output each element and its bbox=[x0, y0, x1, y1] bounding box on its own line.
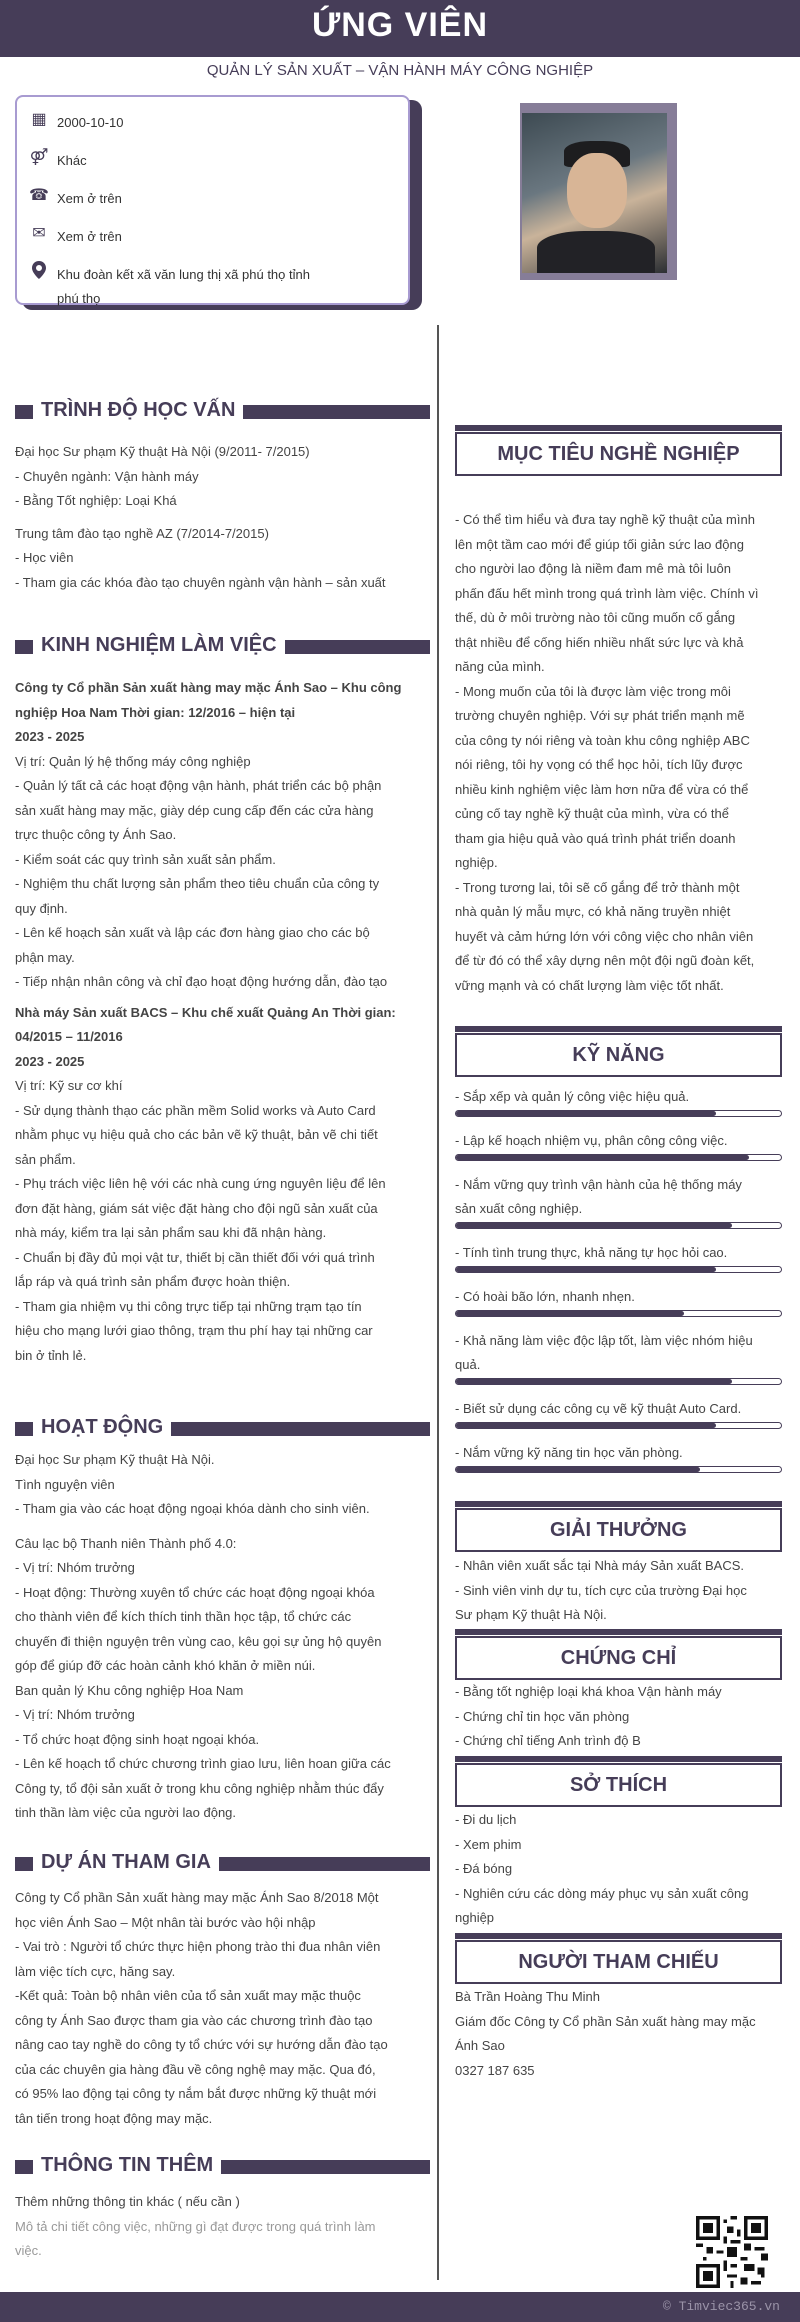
project-line: nâng cao tay nghề do công ty tổ chức với sự hướng dẫn đào tạo bbox=[15, 2037, 388, 2052]
job-title: QUẢN LÝ SẢN XUẤT – VẬN HÀNH MÁY CÔNG NGHIỆP bbox=[206, 62, 594, 79]
objective-line: vững mạnh và có chất lượng làm việc tốt nhất. bbox=[455, 977, 724, 993]
activity-line: - Vị trí: Nhóm trưởng bbox=[15, 1560, 135, 1575]
objective-line: tham gia hiệu quả vào quá trình phát triển doanh bbox=[455, 830, 736, 846]
objective-line: nhà quản lý mẫu mực, có khả năng truyền nhiệt bbox=[455, 904, 731, 919]
experience-line: đơn đặt hàng, giám sát việc đặt hàng cho đội ngũ sản xuất của bbox=[15, 1200, 378, 1216]
location-pin-icon bbox=[29, 261, 49, 284]
experience-line: phận may. bbox=[15, 949, 75, 965]
project-line: - Vai trò : Người tổ chức thực hiện phong trào thi đua nhân viên bbox=[15, 1939, 381, 1954]
activity-line: Tình nguyện viên bbox=[15, 1476, 115, 1492]
experience-line: - Sử dụng thành thạo các phần mềm Solid works và Auto Card bbox=[15, 1102, 376, 1118]
gender-icon: ⚤ bbox=[29, 149, 49, 166]
objective-line: - Có thể tìm hiểu và đưa tay nghề kỹ thuật của mình bbox=[455, 512, 755, 527]
skill-item bbox=[455, 1397, 782, 1421]
qr-code bbox=[696, 2216, 768, 2288]
hobby-line: - Nghiên cứu các dòng máy phục vụ sản xuất công bbox=[455, 1885, 749, 1901]
column-divider bbox=[437, 325, 439, 2280]
section-reference-heading: NGƯỜI THAM CHIẾU bbox=[455, 1940, 782, 1984]
certificate-line: - Bằng tốt nghiệp loại khá khoa Vận hành máy bbox=[455, 1684, 722, 1699]
project-line: công ty Ánh Sao được tham gia vào các chương trình đào tạo bbox=[15, 2012, 373, 2028]
calendar-icon: ▦ bbox=[31, 111, 47, 128]
experience-line: hiệu cho mạng lưới giao thông, trạm thu phí hay tại những car bbox=[15, 1323, 373, 1338]
activities-content bbox=[15, 1448, 430, 1826]
activity-line: Ban quản lý Khu công nghiệp Hoa Nam bbox=[15, 1682, 244, 1698]
objective-line: - Trong tương lai, tôi sẽ cố gắng để trở thành một bbox=[455, 879, 740, 895]
objective-line: thế, dù ở môi trường nào tôi cũng muốn cố gắng bbox=[455, 610, 736, 625]
skill-label: sản xuất công nghiệp. bbox=[455, 1201, 583, 1216]
experience-line: - Tiếp nhận nhân công và chỉ đạo hoạt động hướng dẫn, đào tạo bbox=[15, 974, 388, 989]
objective-line: thật nhiều để cống hiến nhiều nhất sức lực và khả bbox=[455, 634, 744, 650]
skill-item bbox=[455, 1129, 782, 1153]
award-line: Sư phạm Kỹ thuật Hà Nội. bbox=[455, 1607, 607, 1622]
footer-brand: © Timviec365.vn bbox=[662, 2299, 780, 2314]
phone-icon: ☎ bbox=[29, 187, 49, 204]
skill-label: - Có hoài bão lớn, nhanh nhẹn. bbox=[455, 1289, 635, 1304]
skill-progress-bar bbox=[455, 1310, 782, 1317]
section-certificates-heading: CHỨNG CHỈ bbox=[455, 1636, 782, 1680]
skill-item bbox=[455, 1441, 782, 1465]
activity-line: góp để giúp đỡ các hoàn cảnh khó khăn ở miền núi. bbox=[15, 1658, 316, 1673]
skill-progress-fill bbox=[456, 1423, 716, 1428]
skill-progress-fill bbox=[456, 1267, 716, 1272]
activity-line: Đại học Sư phạm Kỹ thuật Hà Nội. bbox=[15, 1452, 215, 1467]
hobby-line: - Đá bóng bbox=[455, 1861, 513, 1876]
section-extra-heading: THÔNG TIN THÊM bbox=[15, 2140, 430, 2188]
objective-line: nhiều kinh nghiệm việc làm hơn nữa để vừa có thể bbox=[455, 781, 749, 797]
experience-line: sản phẩm. bbox=[15, 1151, 76, 1167]
objective-line: của công ty nói riêng và toàn khu công nghiệp ABC bbox=[455, 732, 750, 748]
project-line: Công ty Cổ phần Sản xuất hàng may mặc Ánh Sao 8/2018 Một bbox=[15, 1890, 379, 1905]
objective-line: nghiệp. bbox=[455, 855, 498, 870]
project-line: làm việc tích cực, hăng say. bbox=[15, 1963, 176, 1979]
objective-line: phấn đấu hết mình trong quá trình làm việc. Chính vì bbox=[455, 585, 759, 601]
experience-line: Vị trí: Kỹ sư cơ khí bbox=[15, 1078, 123, 1093]
section-objective-heading: MỤC TIÊU NGHỀ NGHIỆP bbox=[455, 432, 782, 476]
reference-line: Ánh Sao bbox=[455, 2038, 505, 2053]
section-projects-heading: DỰ ÁN THAM GIA bbox=[15, 1837, 430, 1885]
objective-line: để từ đó có thể xây dựng nên một đội ngũ đoàn kết, bbox=[455, 953, 755, 968]
education-content: Đại học Sư phạm Kỹ thuật Hà Nội (9/2011- 7/2015) - Chuyên ngành: Vận hành máy - Bằng Tốt nghiệp: Loại Khá Trung tâm đào tạo nghề AZ (7/2014-7/2015) - Học viên - Tham gia các khóa đào tạo chuyên ngành vận hành – sản xuất bbox=[15, 444, 386, 590]
skill-progress-fill bbox=[456, 1379, 732, 1384]
awards-content bbox=[455, 1554, 782, 1628]
skill-progress-bar bbox=[455, 1222, 782, 1229]
skill-progress-fill bbox=[456, 1467, 700, 1472]
skill-item bbox=[455, 1085, 782, 1109]
skill-progress-fill bbox=[456, 1111, 716, 1116]
certificate-line: - Chứng chỉ tin học văn phòng bbox=[455, 1708, 630, 1724]
objective-line: lên một tầm cao mới để giúp tối giản sức lao động bbox=[455, 536, 744, 552]
section-experience-heading: KINH NGHIỆM LÀM VIỆC bbox=[15, 620, 430, 668]
activity-line: - Tham gia vào các hoạt động ngoại khóa dành cho sinh viên. bbox=[15, 1501, 370, 1516]
activity-line: Công ty, tổ đội sản xuất ở trong khu công nghiệp nhằm thúc đẩy bbox=[15, 1780, 384, 1796]
section-education-heading: TRÌNH ĐỘ HỌC VẤN bbox=[15, 385, 430, 433]
skill-label: - Tính tình trung thực, khả năng tự học hỏi cao. bbox=[455, 1245, 728, 1260]
experience-line: - Tham gia nhiệm vụ thi công trực tiếp tại những trạm tạo tín bbox=[15, 1298, 362, 1314]
objective-line: - Mong muốn của tôi là được làm việc trong môi bbox=[455, 683, 731, 699]
footer-bar bbox=[0, 2292, 800, 2322]
contact-card: ▦ 2000-10-10 ⚤ Khác ☎ Xem ở trên ✉ Xem ở trên Khu đoàn kết xã văn lung thị xã phú thọ tỉnh phú thọ bbox=[15, 95, 410, 305]
skill-progress-bar bbox=[455, 1110, 782, 1117]
experience-line: nhà máy, kiểm tra lại sản phẩm sau khi đã nhận hàng. bbox=[15, 1225, 327, 1240]
experience-line: trực thuộc công ty Ánh Sao. bbox=[15, 827, 177, 842]
objective-line: nói riêng, tôi hy vọng có thể học hỏi, tích lũy được bbox=[455, 757, 743, 772]
project-line: tân tiến trong hoạt động may mặc. bbox=[15, 2110, 213, 2126]
project-line: có 95% lao động tại công ty nắm bắt được những kỹ thuật mới bbox=[15, 2086, 377, 2101]
skill-progress-fill bbox=[456, 1223, 732, 1228]
skill-progress-bar bbox=[455, 1266, 782, 1273]
award-line: - Sinh viên vinh dự tu, tích cực của trường Đại học bbox=[455, 1582, 747, 1598]
page-title: ỨNG VIÊN bbox=[311, 6, 488, 44]
activity-line: - Vị trí: Nhóm trưởng bbox=[15, 1707, 135, 1722]
skill-item bbox=[455, 1241, 782, 1265]
experience-line: Vị trí: Quản lý hệ thống máy công nghiệp bbox=[15, 753, 251, 769]
hobbies-content bbox=[455, 1808, 782, 1931]
activity-line: - Lên kế hoạch tổ chức chương trình giao lưu, liên hoan giữa các bbox=[15, 1756, 391, 1771]
section-activities-heading: HOẠT ĐỘNG bbox=[15, 1402, 430, 1450]
experience-line: - Phụ trách việc liên hệ với các nhà cung ứng nguyên liệu để lên bbox=[15, 1176, 386, 1191]
experience-line: - Chuẩn bị đầy đủ mọi vật tư, thiết bị cần thiết đối với quá trình bbox=[15, 1249, 375, 1265]
skill-label: - Sắp xếp và quản lý công việc hiệu quả. bbox=[455, 1089, 690, 1104]
objective-line: cho người lao động là niềm đam mê mà tôi luôn bbox=[455, 561, 731, 576]
skill-item bbox=[455, 1329, 782, 1377]
objective-content bbox=[455, 508, 782, 998]
activity-line: - Hoạt động: Thường xuyên tổ chức các hoạt động ngoại khóa bbox=[15, 1584, 375, 1600]
skill-label: - Khả năng làm việc độc lập tốt, làm việc nhóm hiệu bbox=[455, 1333, 753, 1348]
extra-content: Thêm những thông tin khác ( nếu cần ) Mô tả chi tiết công việc, những gì đạt được trong quá trình làm việc. bbox=[15, 2194, 376, 2258]
skill-progress-bar bbox=[455, 1154, 782, 1161]
certificates-content bbox=[455, 1680, 782, 1754]
reference-content bbox=[455, 1985, 782, 2083]
projects-content bbox=[15, 1886, 430, 2131]
skill-progress-bar bbox=[455, 1466, 782, 1473]
activity-line: tinh thần làm việc của người lao động. bbox=[15, 1805, 237, 1820]
objective-line: năng của mình. bbox=[455, 659, 545, 674]
skill-item bbox=[455, 1173, 782, 1221]
skill-progress-bar bbox=[455, 1422, 782, 1429]
objective-line: củng cố tay nghề kỹ thuật của mình, vừa có thể bbox=[455, 806, 729, 821]
skill-progress-fill bbox=[456, 1311, 684, 1316]
experience-line: - Kiểm soát các quy trình sản xuất sản phẩm. bbox=[15, 851, 276, 867]
skill-label: quả. bbox=[455, 1357, 481, 1372]
skill-item bbox=[455, 1285, 782, 1309]
experience-line: quy định. bbox=[15, 900, 68, 916]
email-icon: ✉ bbox=[32, 225, 46, 242]
skill-label: - Lập kế hoạch nhiệm vụ, phân công công việc. bbox=[455, 1133, 728, 1148]
activity-line: chuyến đi thiện nguyện trên vùng cao, kêu gọi sự ủng hộ quyên bbox=[15, 1633, 382, 1649]
experience-line: lắp ráp và quá trình sản phẩm được hoàn thiện. bbox=[15, 1274, 291, 1289]
objective-line: huyết và cảm hứng lớn với công việc cho nhân viên bbox=[455, 928, 754, 944]
hobby-line: - Xem phim bbox=[455, 1836, 522, 1852]
certificate-line: - Chứng chỉ tiếng Anh trình độ B bbox=[455, 1733, 641, 1748]
reference-line: Giám đốc Công ty Cổ phần Sản xuất hàng may mặc bbox=[455, 2013, 756, 2029]
project-line: -Kết quả: Toàn bộ nhân viên của tổ sản xuất may mặc thuộc bbox=[15, 1988, 361, 2003]
skill-progress-fill bbox=[456, 1155, 749, 1160]
skill-label: - Biết sử dụng các công cụ vẽ kỹ thuật Auto Card. bbox=[455, 1401, 742, 1416]
award-line: - Nhân viên xuất sắc tại Nhà máy Sản xuất BACS. bbox=[455, 1558, 745, 1573]
experience-content: Công ty Cổ phần Sản xuất hàng may mặc Ánh Sao – Khu công nghiệp Hoa Nam Thời gian: 12/2016 – hiện tại 2023 - 2025 Vị trí: Quản lý hệ thống máy công nghiệp - Quản lý tất cả các hoạt động vận hành, phát triển các bộ phận sản xuất hàng may mặc, giày dép cung cấp đến các cửa hàng trực thuộc công ty Ánh Sao. - Kiểm soát các quy trình sản xuất sản phẩm. - Nghiệm thu chất lượng sản phẩm theo tiêu chuẩn của công ty quy định. - Lên kế hoạch sản xuất và lập các đơn hàng giao cho các bộ phận may. - Tiếp nhận nhân công và chỉ đạo hoạt động hướng dẫn, đào tạo Nhà máy Sản xuất BACS – Khu chế xuất Quảng An Thời gian: 04/2015 – 11/2016 2023 - 2025 Vị trí: Kỹ sư cơ khí - Sử dụng thành thạo các phần mềm Solid works và Auto Card nhằm phục vụ hiệu quả cho các bản vẽ kỹ thuật, bản vẽ chi tiết sản phẩm. - Phụ trách việc liên hệ với các nhà cung ứng nguyên liệu để lên đơn đặt hàng, giám sát việc đặt hàng cho đội ngũ sản xuất của nhà máy, kiểm tra lại sản phẩm sau khi đã nhận hàng. - Chuẩn bị đầy đủ mọi vật tư, thiết bị cần thiết đối với quá trình lắp ráp và quá trình sản phẩm được hoàn thiện. - Tham gia nhiệm vụ thi công trực tiếp tại những trạm tạo tín hiệu cho mạng lưới giao thông, trạm thu phí hay tại những car bin ở tỉnh lẻ. bbox=[15, 676, 430, 1368]
experience-line: - Quản lý tất cả các hoạt động vận hành, phát triển các bộ phận bbox=[15, 778, 382, 793]
project-line: của các chuyên gia hàng đầu về công nghệ may mặc. Qua đó, bbox=[15, 2061, 376, 2077]
objective-line: trường chuyên nghiệp. Với sự phát triển mạnh mẽ bbox=[455, 708, 745, 723]
reference-line: Bà Trần Hoàng Thu Minh bbox=[455, 1989, 601, 2004]
skill-label: - Nắm vững kỹ năng tin học văn phòng. bbox=[455, 1445, 683, 1460]
section-awards-heading: GIẢI THƯỞNG bbox=[455, 1508, 782, 1552]
skill-progress-bar bbox=[455, 1378, 782, 1385]
experience-line: - Nghiệm thu chất lượng sản phẩm theo tiêu chuẩn của công ty bbox=[15, 876, 380, 891]
activity-line bbox=[15, 1522, 430, 1532]
section-skills-heading: KỸ NĂNG bbox=[455, 1033, 782, 1077]
hobby-line: nghiệp bbox=[455, 1910, 495, 1925]
activity-line: - Tổ chức hoạt động sinh hoạt ngoại khóa. bbox=[15, 1731, 260, 1747]
experience-line: sản xuất hàng may mặc, giày dép cung cấp đến các cửa hàng bbox=[15, 802, 374, 818]
experience-line: nhằm phục vụ hiệu quả cho các bản vẽ kỹ thuật, bản vẽ chi tiết bbox=[15, 1127, 378, 1142]
activity-line: cho thành viên để kích thích tinh thần học tập, tổ chức các bbox=[15, 1609, 352, 1624]
experience-line: bin ở tỉnh lẻ. bbox=[15, 1347, 87, 1363]
hobby-line: - Đi du lịch bbox=[455, 1812, 517, 1827]
reference-line: 0327 187 635 bbox=[455, 2062, 535, 2078]
avatar bbox=[522, 113, 667, 273]
skill-label: - Nắm vững quy trình vận hành của hệ thống máy bbox=[455, 1177, 742, 1192]
section-hobbies-heading: SỞ THÍCH bbox=[455, 1763, 782, 1807]
project-line: học viên Ánh Sao – Một nhân tài bước vào hội nhập bbox=[15, 1914, 316, 1930]
experience-line: - Lên kế hoạch sản xuất và lập các đơn hàng giao cho các bộ bbox=[15, 925, 370, 940]
activity-line: Câu lạc bộ Thanh niên Thành phố 4.0: bbox=[15, 1535, 237, 1551]
